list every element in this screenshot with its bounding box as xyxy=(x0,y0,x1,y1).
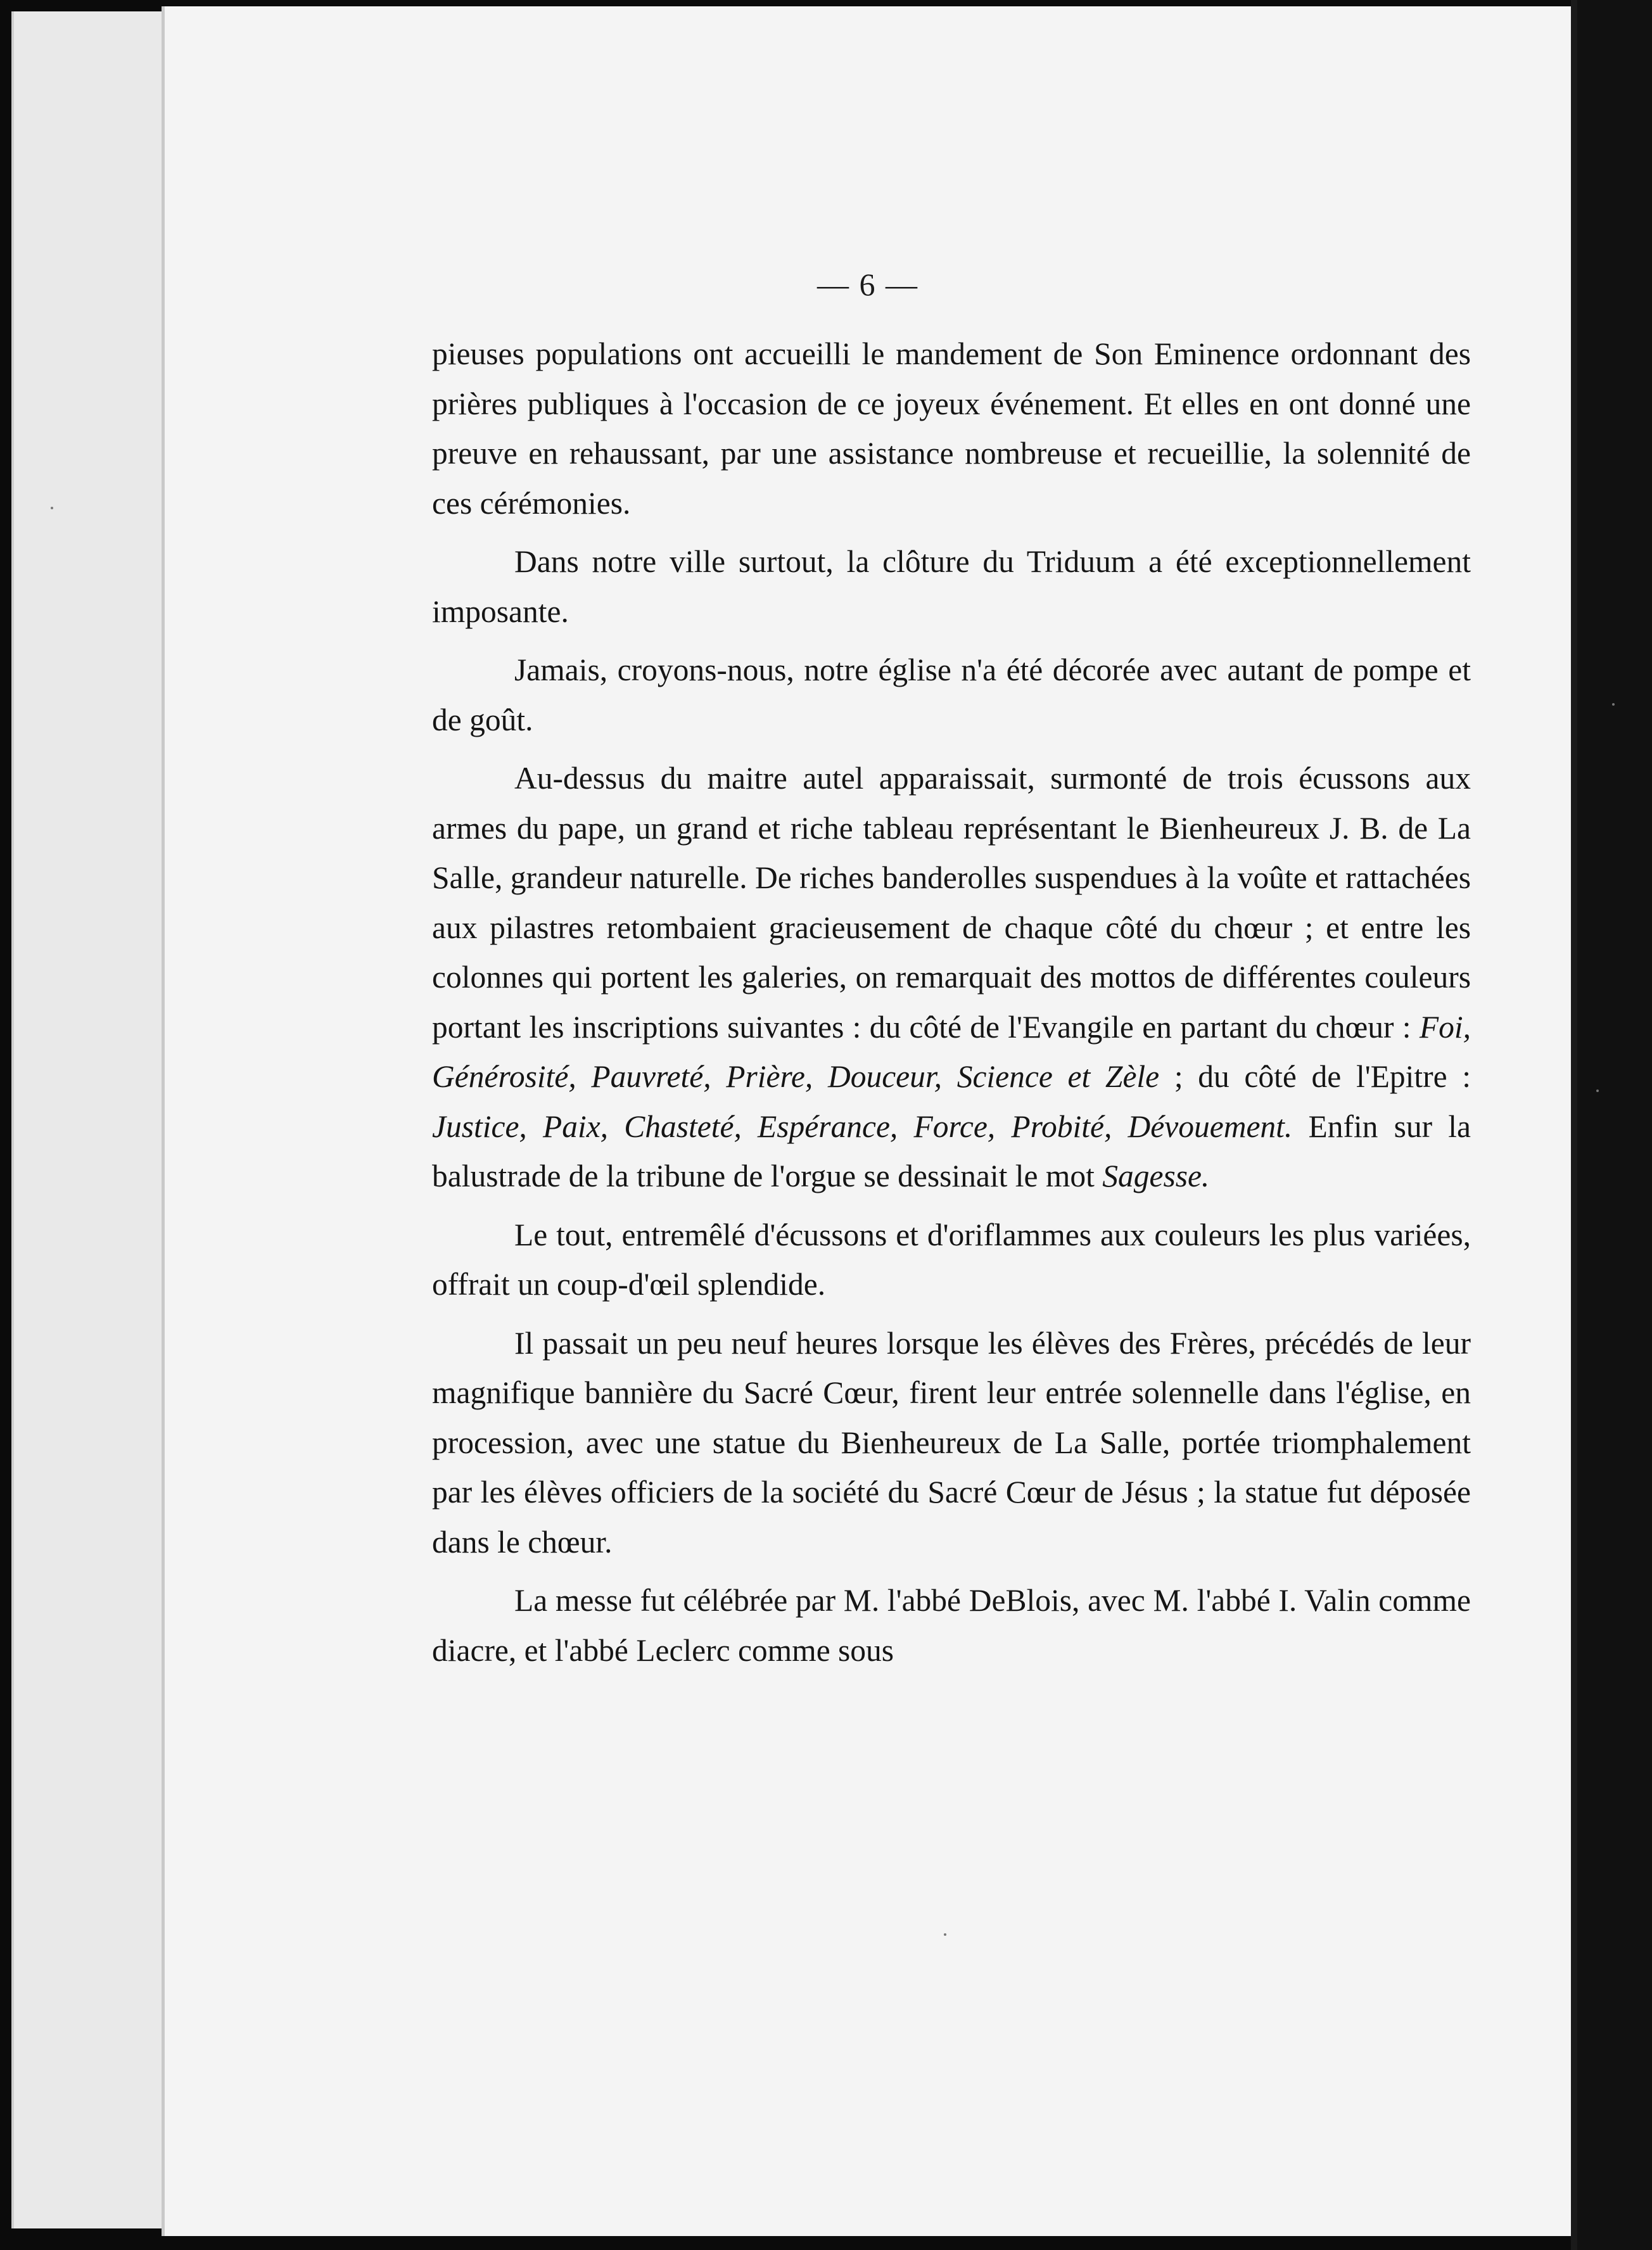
paragraph-5: Le tout, entremêlé d'écussons et d'oriflammes aux couleurs les plus variées, offrait un coup-d'œil splendide. xyxy=(432,1217,1471,1302)
paragraph-4-organ-intro: Enfin sur la balustrade de la tribune de l'orgue se dessinait le mot xyxy=(432,1109,1471,1193)
scan-speck xyxy=(944,1933,946,1936)
paragraph-1: pieuses populations ont accueilli le mandement de Son Eminence ordonnant des prières publiques à l'occasion de ce joyeux événement. Et elles en ont donné une preuve en rehaussant, par une assistance nombreuse et recueillie, la solennité de ces cérémonies. xyxy=(432,336,1471,521)
epistle-side-virtues: Justice, Paix, Chasteté, Espérance, Force, Probité, Dévouement. xyxy=(432,1109,1293,1144)
paragraph-4 xyxy=(432,754,1471,1202)
paragraph-4-intro: Au-dessus du maitre autel apparaissait, surmonté de trois écussons aux armes du pape, un grand et riche tableau représentant le Bienheureux J. B. de La Salle, grandeur naturelle. De riches banderolles suspendues à la voûte et rattachées aux pilastres retombaient gracieusement de chaque côté du chœur ; et entre les colonnes qui portent les galeries, on remarquait des mottos de différentes couleurs portant les inscriptions suivantes : du côté de l'Evangile en partant du chœur : xyxy=(432,761,1471,1045)
paragraph-6: Il passait un peu neuf heures lorsque les élèves des Frères, précédés de leur magnifique bannière du Sacré Cœur, firent leur entrée solennelle dans l'église, en procession, avec une statue du Bienheureux de La Salle, portée triomphalement par les élèves officiers de la société du Sacré Cœur de Jésus ; la statue fut déposée dans le chœur. xyxy=(432,1325,1471,1560)
gospel-side-virtues: Foi, Générosité, Pauvreté, Prière, Douceur, Science et Zèle xyxy=(432,1009,1471,1094)
paragraph-7: La messe fut célébrée par M. l'abbé DeBlois, avec M. l'abbé I. Valin comme diacre, et l'abbé Leclerc comme sous xyxy=(432,1583,1471,1668)
paragraph-2: Dans notre ville surtout, la clôture du Triduum a été exceptionnellement imposante. xyxy=(432,544,1471,629)
page-number-header: — 6 — xyxy=(817,267,918,302)
page-edge-shadow xyxy=(1571,0,1577,2250)
scan-speck xyxy=(1596,1090,1599,1092)
body-text xyxy=(432,329,1471,1684)
scan-border xyxy=(1577,0,1652,2250)
scan-speck xyxy=(51,507,53,509)
organ-word: Sagesse. xyxy=(1102,1159,1210,1193)
scan-speck xyxy=(1612,703,1615,706)
paragraph-4-epistle-intro: ; du côté de l'Epitre : xyxy=(1159,1059,1471,1094)
paragraph-3: Jamais, croyons-nous, notre église n'a été décorée avec autant de pompe et de goût. xyxy=(432,652,1471,737)
